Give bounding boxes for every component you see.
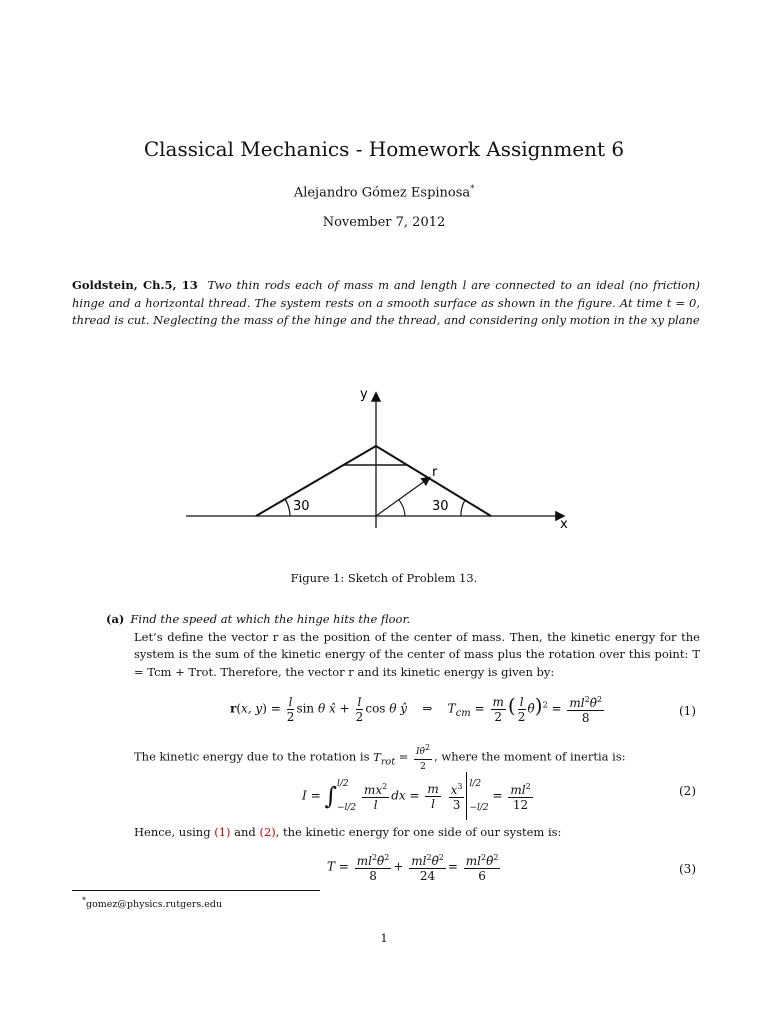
equation-3-number: (3) — [679, 862, 696, 876]
footnote-mark: * — [82, 896, 86, 905]
equation-2: I = ∫ l/2 −l/2 $\frac{mx^2}{l}$ dx = $\frac{m}{l}$ $\frac{x^3}{3}$ l/2 −l/2 = $\frac{ml^2}{12}$ — [302, 772, 535, 820]
rotation-text-a: The kinetic energy due to the rotation is — [134, 749, 370, 764]
hence-text-b: , the kinetic energy for one side of our system is: — [275, 825, 562, 839]
equation-1: r(x, y) = $\frac{l}{2}$ sin θ x̂ + $\frac{l}{2}$ cos θ ŷ ⇒ $T_{cm}$ = $\frac{m}{2}$ ( $\frac{l}{2}$ θ̇)$^2$ = $\frac{ml^2\thetȧ^2}{8}$ — [230, 693, 603, 725]
y-axis-label: y — [360, 387, 368, 402]
equation-1-number: (1) — [679, 704, 696, 718]
x-axis-label: x — [560, 517, 568, 532]
r-vector — [376, 478, 429, 516]
footnote-rule — [72, 890, 320, 891]
figure-caption: Figure 1: Sketch of Problem 13. — [290, 571, 478, 585]
paper-title: Classical Mechanics - Homework Assignment 6 — [143, 137, 625, 161]
problem-statement — [72, 277, 700, 330]
r-label: r — [432, 465, 438, 480]
part-a — [106, 611, 700, 681]
hence-text — [134, 825, 700, 839]
footnote — [82, 896, 222, 910]
ref-equation-2[interactable]: (2) — [259, 825, 276, 839]
rotation-text: The kinetic energy due to the rotation is $T_{rot}$ = $\frac{I\thetȧ2}{2}$ , where the moment of inertia is: — [134, 743, 626, 772]
equation-3: T = $\frac{ml^2\thetȧ^2}{8}$ + $\frac{ml^2\thetȧ^2}{24}$ = $\frac{ml^2\thetȧ^2}{6}$ — [327, 853, 499, 883]
rotation-text-b: , where the moment of inertia is: — [434, 749, 626, 764]
footnote-email[interactable]: gomez@physics.rutgers.edu — [86, 899, 223, 911]
left-rod — [256, 446, 376, 516]
hence-text-a: Hence, using — [134, 825, 211, 839]
part-a-intro: Let’s define the vector r as the position of the center of mass. Then, the kinetic energy for the system is the sum of the kinetic energy of the center of mass plus the rotation over this point: T = Tcm + Trot. Therefore, the vector r and its kinetic energy is given by: — [134, 629, 700, 679]
left-angle-label: 30 — [293, 499, 310, 514]
r-angle-arc — [399, 500, 405, 516]
part-a-label: (a) — [106, 612, 125, 626]
ref-equation-1[interactable]: (1) — [214, 825, 231, 839]
left-angle-arc — [285, 499, 290, 516]
paper-date: November 7, 2012 — [322, 215, 446, 230]
problem-source: Goldstein, Ch.5, 13 — [72, 278, 198, 292]
part-a-question: Find the speed at which the hinge hits the floor. — [130, 612, 411, 626]
problem-text: Two thin rods each of mass m and length l are connected to an ideal (no friction) hinge and a horizontal thread. The system rests on a smooth surface as shown in the figure. At time t = 0, thread is cut. Neglecting the mass of the hinge and the thread, and considering only motion in the xy plane — [72, 278, 700, 327]
hence-and: and — [234, 825, 256, 839]
page-number: 1 — [380, 931, 388, 945]
right-angle-label: 30 — [432, 499, 449, 514]
author-line — [0, 184, 768, 200]
problem-figure — [180, 382, 580, 534]
author-name: Alejandro Gómez Espinosa — [293, 185, 471, 201]
equation-2-number: (2) — [679, 784, 696, 798]
right-angle-arc — [461, 500, 465, 516]
author-footnote-mark: * — [470, 184, 475, 193]
